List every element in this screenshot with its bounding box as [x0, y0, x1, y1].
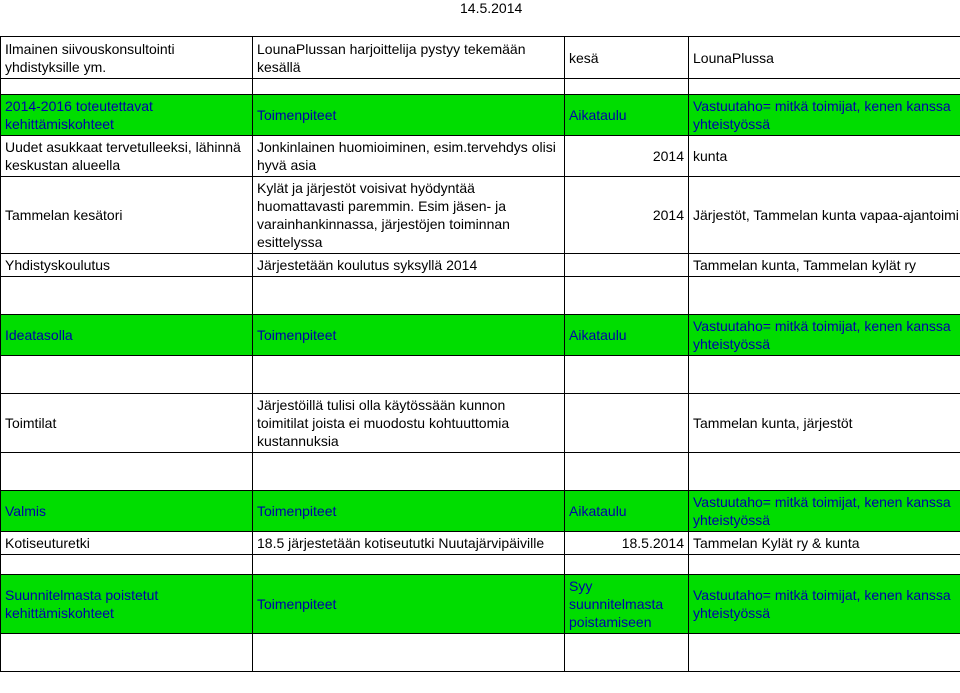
- section2-responsible-header: Vastuutaho= mitkä toimijat, kenen kanssa yhteistyössä: [689, 315, 960, 356]
- row-responsible: Tammelan kunta, järjestöt: [689, 394, 960, 453]
- row-action: Kylät ja järjestöt voisivat hyödyntää huomattavasti paremmin. Esim jäsen- ja varainhankinnassa, järjestöjen toiminnan esittelyssa: [253, 177, 565, 254]
- table-row: [1, 177, 960, 254]
- spacer-row: [1, 277, 960, 315]
- spacer-row: [1, 555, 960, 575]
- row-target: Yhdistyskoulutus: [1, 254, 253, 277]
- spacer-row: [1, 356, 960, 394]
- row-responsible: Tammelan Kylät ry & kunta: [689, 532, 960, 555]
- section2-header: [1, 315, 960, 356]
- section4-title: Suunnitelmasta poistetut kehittämiskohteet: [1, 575, 253, 634]
- row-schedule: 2014: [565, 136, 689, 177]
- section2-title: Ideatasolla: [1, 315, 253, 356]
- document-date: 14.5.2014: [460, 0, 523, 16]
- section4-actions-header: Toimenpiteet: [253, 575, 565, 634]
- section3-responsible-header: Vastuutaho= mitkä toimijat, kenen kanssa yhteistyössä: [689, 491, 960, 532]
- row-responsible: kunta: [689, 136, 960, 177]
- row-schedule: 18.5.2014: [565, 532, 689, 555]
- row-action: Jonkinlainen huomioiminen, esim.tervehdys olisi hyvä asia: [253, 136, 565, 177]
- section4-schedule-header: Syy suunnitelmasta poistamiseen: [565, 575, 689, 634]
- section3-header: [1, 491, 960, 532]
- row-action: Järjestetään koulutus syksyllä 2014: [253, 254, 565, 277]
- row-action: 18.5 järjestetään kotiseututki Nuutajärvipäiville: [253, 532, 565, 555]
- row-schedule: [565, 394, 689, 453]
- row-responsible: Järjestöt, Tammelan kunta vapaa-ajantoimi: [689, 177, 960, 254]
- row-action: Järjestöillä tulisi olla käytössään kunnon toimitilat joista ei muodostu kohtuuttomia kustannuksia: [253, 394, 565, 453]
- section1-title: 2014-2016 toteutettavat kehittämiskohteet: [1, 95, 253, 136]
- table-row: [1, 136, 960, 177]
- intro-schedule: kesä: [565, 37, 689, 79]
- development-plan-table: [0, 36, 960, 672]
- row-schedule: [565, 254, 689, 277]
- table-row: [1, 254, 960, 277]
- row-schedule: 2014: [565, 177, 689, 254]
- section1-actions-header: Toimenpiteet: [253, 95, 565, 136]
- table-row: [1, 394, 960, 453]
- section3-actions-header: Toimenpiteet: [253, 491, 565, 532]
- row-responsible: Tammelan kunta, Tammelan kylät ry: [689, 254, 960, 277]
- row-target: Uudet asukkaat tervetulleeksi, lähinnä keskustan alueella: [1, 136, 253, 177]
- row-target: Toimtilat: [1, 394, 253, 453]
- section4-responsible-header: Vastuutaho= mitkä toimijat, kenen kanssa yhteistyössä: [689, 575, 960, 634]
- section1-header: [1, 95, 960, 136]
- section4-header: [1, 575, 960, 634]
- intro-action: LounaPlussan harjoittelija pystyy tekemään kesällä: [253, 37, 565, 79]
- section1-responsible-header: Vastuutaho= mitkä toimijat, kenen kanssa yhteistyössä: [689, 95, 960, 136]
- section1-schedule-header: Aikataulu: [565, 95, 689, 136]
- intro-target: Ilmainen siivouskonsultointi yhdistyksille ym.: [1, 37, 253, 79]
- section2-schedule-header: Aikataulu: [565, 315, 689, 356]
- intro-row: [1, 37, 960, 79]
- row-target: Tammelan kesätori: [1, 177, 253, 254]
- spacer-row: [1, 79, 960, 95]
- intro-responsible: LounaPlussa: [689, 37, 960, 79]
- table-row: [1, 532, 960, 555]
- section3-title: Valmis: [1, 491, 253, 532]
- spacer-row: [1, 453, 960, 491]
- section2-actions-header: Toimenpiteet: [253, 315, 565, 356]
- row-target: Kotiseuturetki: [1, 532, 253, 555]
- section3-schedule-header: Aikataulu: [565, 491, 689, 532]
- spacer-row: [1, 634, 960, 672]
